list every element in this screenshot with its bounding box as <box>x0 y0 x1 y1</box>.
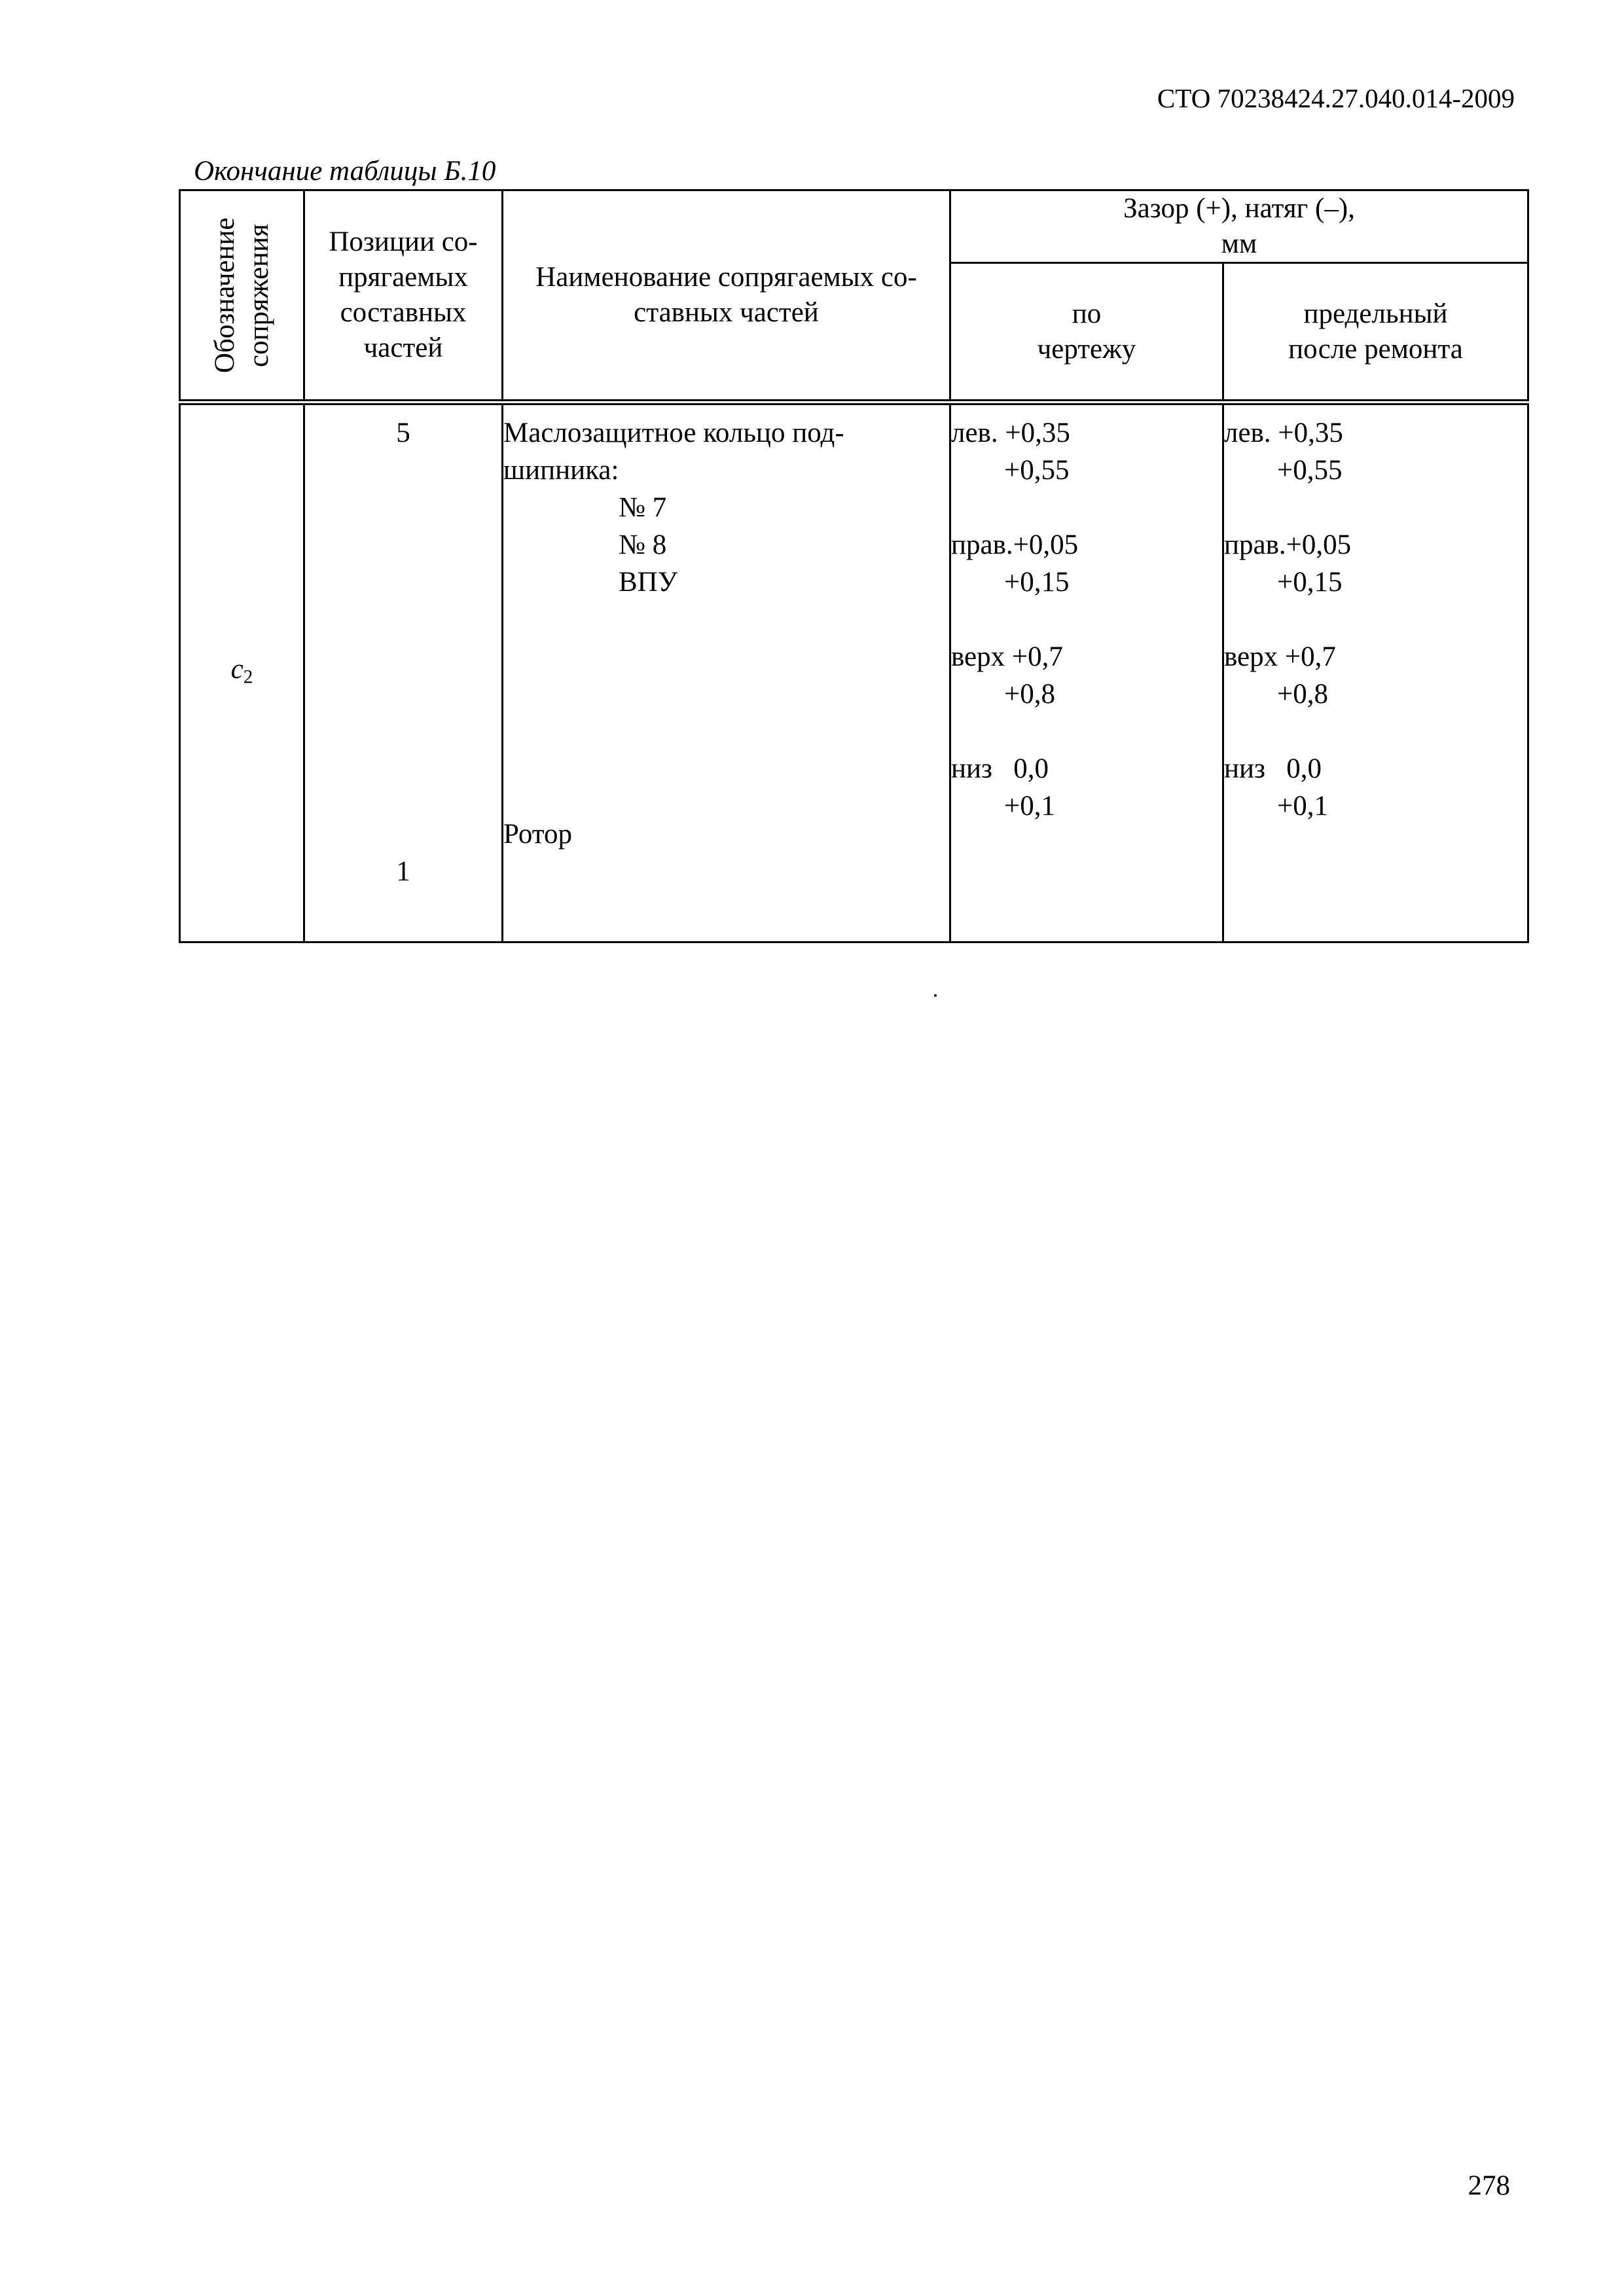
clearance-value: лев. +0,35 <box>1224 418 1343 448</box>
part-name-line: Ротор <box>503 819 573 850</box>
clearance-value: +0,15 <box>1004 567 1070 598</box>
header-positions-line: частей <box>363 332 443 363</box>
clearance-value: +0,15 <box>1277 567 1343 598</box>
clearance-value: верх +0,7 <box>1224 641 1336 672</box>
stray-dot <box>934 994 937 997</box>
clearance-drawing-cell <box>950 403 1223 942</box>
header-limit <box>1223 263 1528 403</box>
clearance-value: +0,8 <box>1277 679 1329 709</box>
part-name-line: шипника: <box>503 455 619 486</box>
clearance-value: +0,8 <box>1004 679 1056 709</box>
part-name-line: Маслозащитное кольцо под- <box>503 418 844 448</box>
clearance-limit-cell <box>1223 403 1528 942</box>
clearance-value: +0,55 <box>1004 455 1070 486</box>
clearance-value: лев. +0,35 <box>951 418 1070 448</box>
header-designation-text: Обозначение сопряжения <box>209 217 274 373</box>
designation-subscript: 2 <box>243 666 253 688</box>
clearance-table <box>179 189 1529 943</box>
position-value: 5 <box>396 418 410 448</box>
header-limit-line: предельный <box>1303 298 1448 329</box>
designation-cell <box>180 403 304 942</box>
designation-symbol: c <box>230 653 244 685</box>
positions-cell <box>304 403 503 942</box>
header-clearance-line: Зазор (+), натяг (–), <box>1123 193 1355 224</box>
header-positions-line: составных <box>340 297 467 328</box>
table-row <box>180 403 1528 942</box>
header-name-line: Наименование сопрягаемых со- <box>535 262 917 293</box>
header-positions-line: Позиции со- <box>329 226 478 257</box>
header-drawing-line: по <box>1072 298 1102 329</box>
header-positions <box>304 190 503 403</box>
part-item: № 7 <box>619 492 667 523</box>
clearance-value: +0,1 <box>1004 791 1056 821</box>
clearance-value: верх +0,7 <box>951 641 1063 672</box>
page-number: 278 <box>1468 2170 1510 2201</box>
header-name <box>503 190 950 403</box>
header-designation <box>180 190 304 403</box>
clearance-value: прав.+0,05 <box>951 529 1079 560</box>
clearance-value: +0,55 <box>1277 455 1343 486</box>
clearance-value: низ 0,0 <box>1224 753 1322 784</box>
header-name-line: ставных частей <box>634 297 819 328</box>
header-clearance <box>950 190 1528 263</box>
clearance-value: +0,1 <box>1277 791 1329 821</box>
header-drawing-line: чертежу <box>1037 333 1136 365</box>
table-caption: Окончание таблицы Б.10 <box>194 156 496 187</box>
part-item: ВПУ <box>619 567 678 598</box>
header-clearance-unit: мм <box>1221 228 1257 259</box>
header-positions-line: прягаемых <box>338 262 468 293</box>
clearance-value: низ 0,0 <box>951 753 1049 784</box>
header-limit-line: после ремонта <box>1288 333 1463 365</box>
document-code: СТО 70238424.27.040.014-2009 <box>1157 83 1515 113</box>
clearance-value: прав.+0,05 <box>1224 529 1352 560</box>
part-item: № 8 <box>619 529 667 560</box>
name-cell <box>503 403 950 942</box>
position-value: 1 <box>396 856 410 887</box>
header-drawing <box>950 263 1223 403</box>
